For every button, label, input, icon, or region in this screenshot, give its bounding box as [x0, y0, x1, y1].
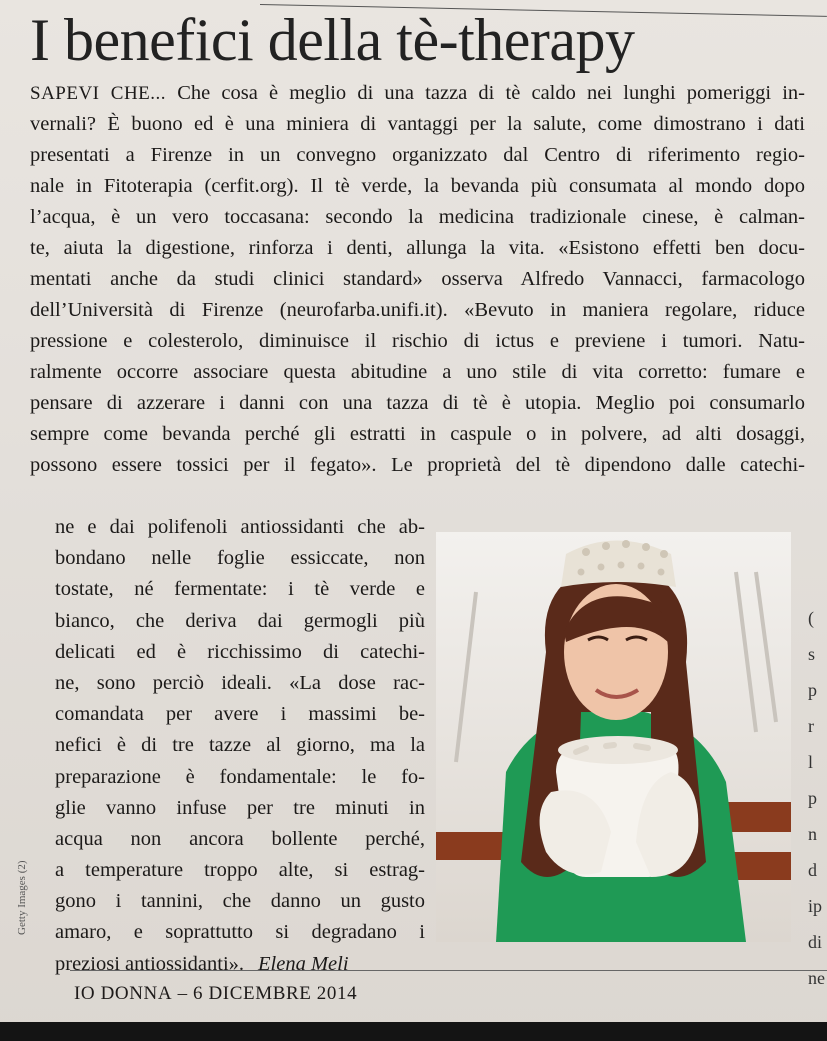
article-line: preparazione è fondamentale: le fo-: [55, 765, 425, 788]
article-line: ne e dai polifenoli antiossidanti che ab-: [55, 516, 425, 538]
woman-drinking-tea-illustration: [436, 532, 791, 942]
article-line: bondano nelle foglie essiccate, non: [55, 547, 425, 570]
photo-credit: Getty Images (2): [16, 860, 28, 935]
article-line: bianco, che deriva dai germogli più: [55, 609, 425, 632]
side-letter: r: [808, 716, 814, 736]
article-line: glie vanno infuse per tre minuti in: [55, 796, 425, 819]
page-footer: [74, 983, 357, 1005]
article-author: Elena Meli: [258, 952, 349, 975]
scan-edge: [0, 1022, 827, 1041]
article-last-line: preziosi antiossidanti». Elena Meli: [55, 952, 349, 975]
article-line: sempre come bevanda perché gli estratti in caspule o in polvere, ad alti dosaggi,: [30, 423, 805, 445]
article-line: l’acqua, è un vero toccasana: secondo la medicina tradizionale cinese, è calman-: [30, 206, 805, 228]
article-line: vernali? È buono ed è una miniera di vantaggi per la salute, come dimostrano i dati: [30, 113, 805, 135]
footer-rule: [70, 970, 827, 971]
article-line: mentati anche da studi clinici standard» osserva Alfredo Vannacci, farmacologo: [30, 268, 805, 290]
article-line: tostate, né fermentate: i tè verde e: [55, 578, 425, 601]
side-letter: p: [808, 788, 817, 808]
article-line: gono i tannini, che danno un gusto: [55, 890, 425, 913]
article-kicker: SAPEVI CHE...: [30, 83, 167, 104]
side-letter: n: [808, 824, 817, 844]
article-photo: [436, 532, 791, 942]
article-line: ne, sono perciò ideali. «La dose rac-: [55, 671, 425, 694]
article-body-column: [55, 512, 425, 980]
article-line: amaro, e soprattutto si degradano i: [55, 921, 425, 944]
article-line: a temperature troppo alte, si estrag-: [55, 859, 425, 882]
article-line: nale in Fitoterapia (cerfit.org). Il tè verde, la bevanda più consumata al mondo dopo: [30, 175, 805, 197]
side-letter: (: [808, 608, 814, 628]
side-letter: s: [808, 644, 816, 664]
article-line: acqua non ancora bollente perché,: [55, 827, 425, 850]
article-line: delicati ed è ricchissimo di catechi-: [55, 640, 425, 663]
article-line: te, aiuta la digestione, rinforza i denti, allunga la vita. «Esistono effetti ben docu-: [30, 237, 805, 259]
side-letter: l: [808, 752, 814, 772]
article-line: SAPEVI CHE... Che cosa è meglio di una tazza di tè caldo nei lunghi pomeriggi in-: [30, 82, 805, 104]
next-column-fragment: [808, 600, 827, 996]
article-line: ralmente occorre associare questa abitudine a uno stile di vita corretto: fumare e: [30, 361, 805, 383]
article-body-full-width: [30, 78, 805, 481]
issue-date: 6 DICEMBRE 2014: [193, 983, 358, 1004]
article-line: pressione e colesterolo, diminuisce il rischio di ictus e previene i tumori. Natu-: [30, 330, 805, 352]
side-letter: ip: [808, 896, 823, 916]
article-line: dell’Università di Firenze (neurofarba.unifi.it). «Bevuto in maniera regolare, riduce: [30, 299, 805, 321]
side-letter: p: [808, 680, 817, 700]
article-line: nefici è di tre tazze al giorno, ma la: [55, 734, 425, 757]
side-letter: d: [808, 860, 817, 880]
article-line: comandata per avere i massimi be-: [55, 703, 425, 726]
side-letter: di: [808, 932, 823, 952]
article-line: pensare di azzerare i danni con una tazza di tè è utopia. Meglio poi consumarlo: [30, 392, 805, 414]
footer-separator: –: [172, 983, 194, 1004]
publication-name: IO DONNA: [74, 983, 173, 1004]
article-line: presentati a Firenze in un convegno organizzato dal Centro di riferimento regio-: [30, 144, 805, 166]
side-letter: ne: [808, 968, 825, 988]
article-line: possono essere tossici per il fegato». Le proprietà del tè dipendono dalle catechi-: [30, 454, 805, 476]
article-title: I benefici della tè-therapy: [30, 7, 635, 73]
